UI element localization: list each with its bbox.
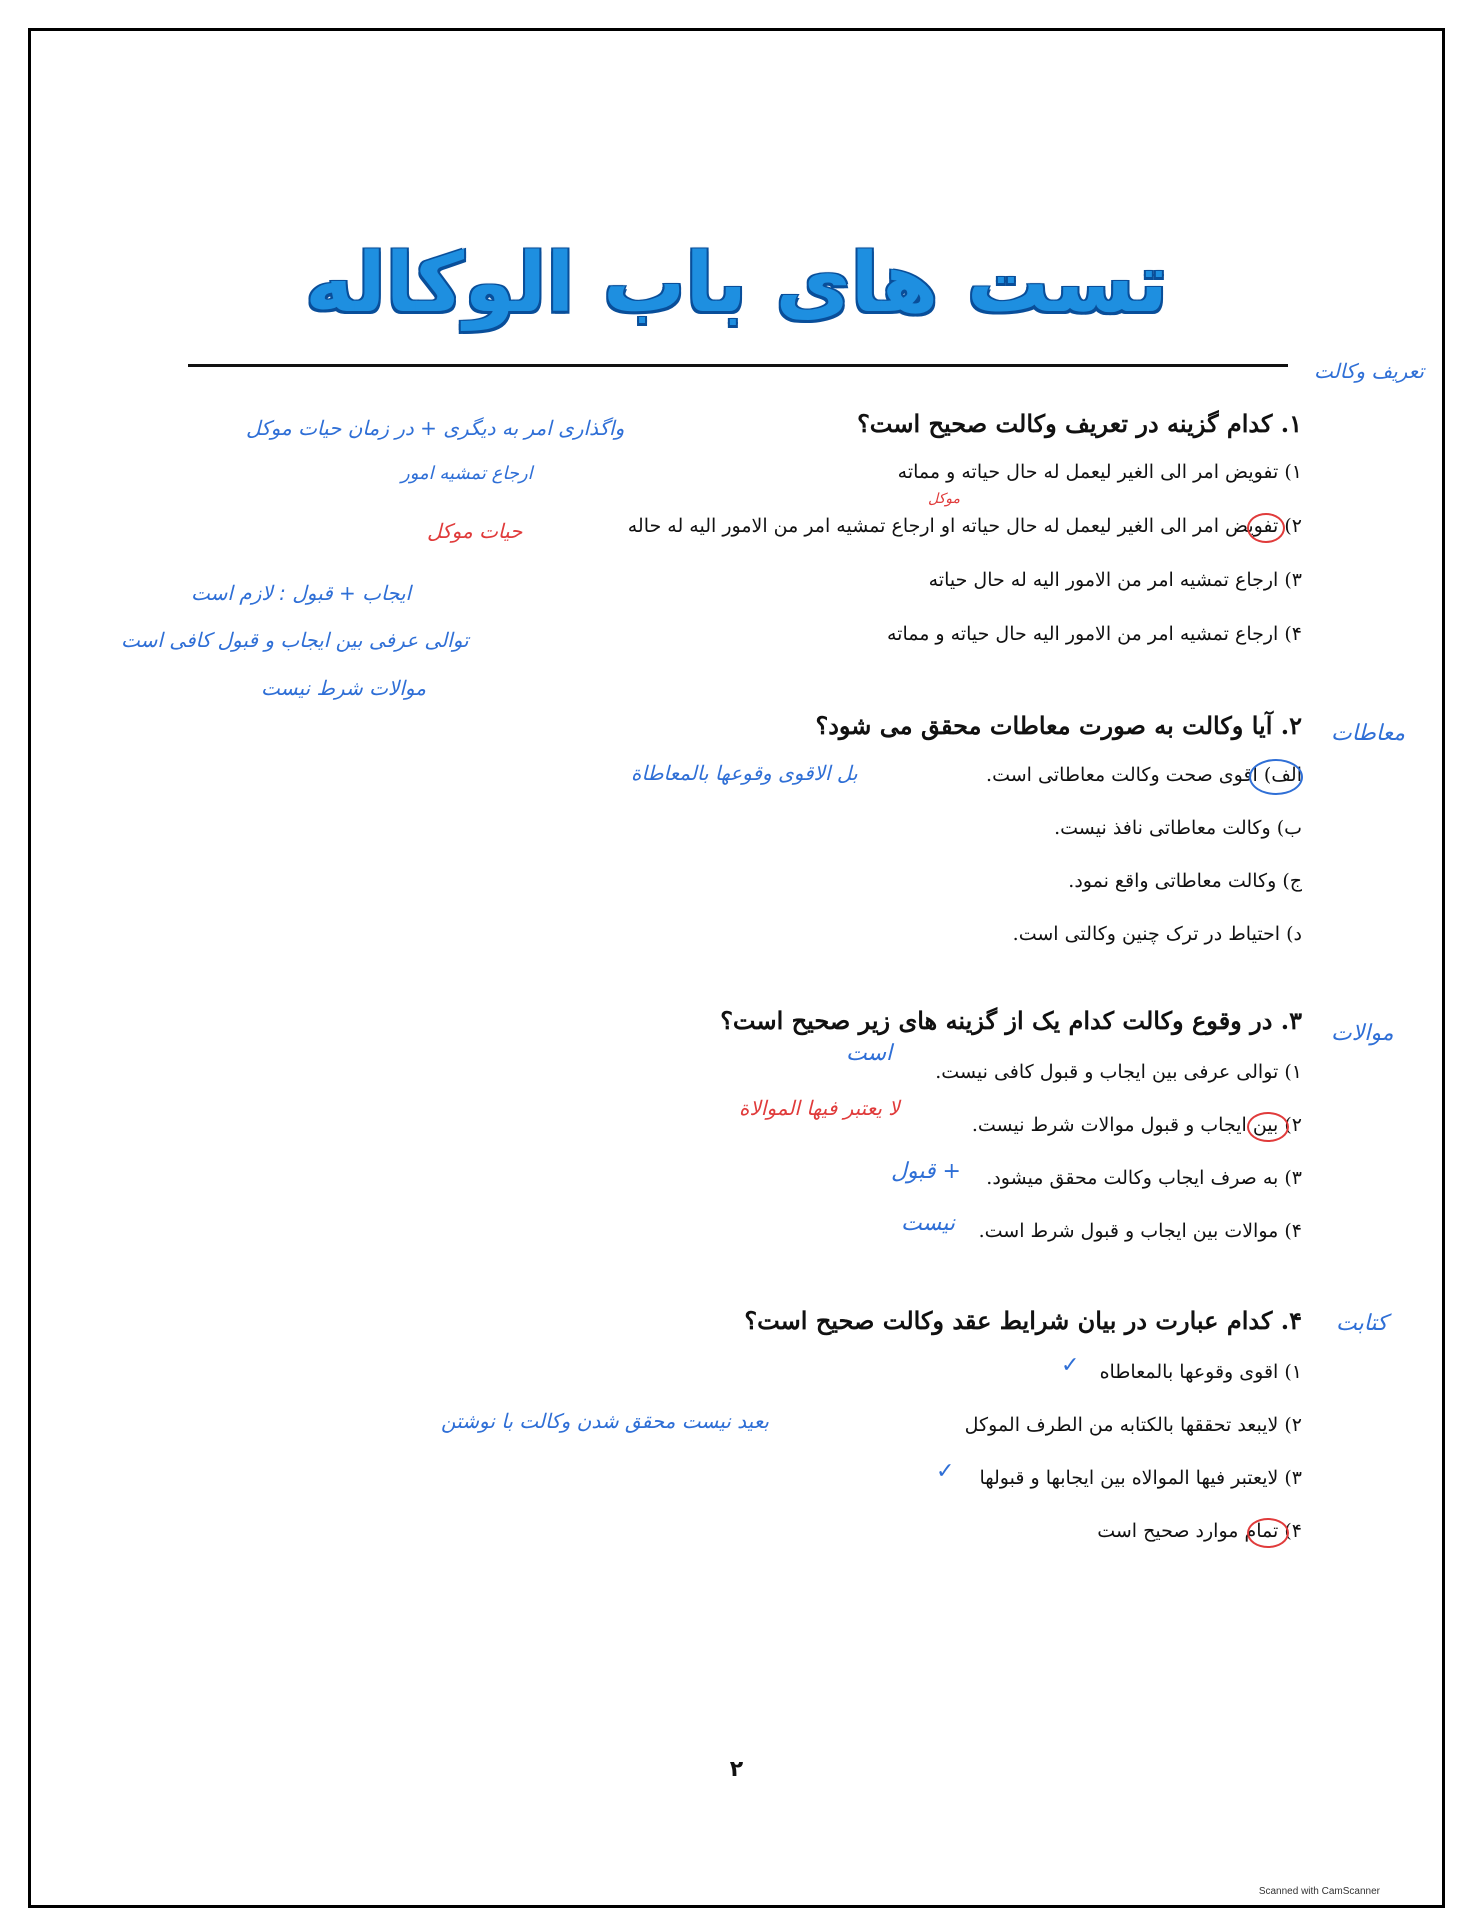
q3-option-3: ۳) به صرف ایجاب وکالت محقق میشود.	[986, 1167, 1302, 1189]
title-divider	[188, 364, 1288, 367]
q4-annotation-2: بعید نیست محقق شدن وکالت با نوشتن	[441, 1409, 769, 1433]
q1-option-4: ۴) ارجاع تمشیه امر من الامور الیه حال حیاته و مماته	[886, 623, 1302, 645]
page-number: ۲	[729, 1757, 744, 1782]
q3-option-1: ۱) توالی عرفی بین ایجاب و قبول کافی نیست.	[935, 1061, 1302, 1083]
q1-side-note-1: ایجاب + قبول : لازم است	[191, 581, 412, 605]
q3-option-4: ۴) موالات بین ایجاب و قبول شرط است.	[978, 1220, 1302, 1242]
question-4: ۴. کدام عبارت در بیان شرایط عقد وکالت صحیح است؟	[744, 1306, 1302, 1335]
q1-annotation-2: ارجاع تمشیه امور	[401, 463, 533, 484]
q1-annotation-1: واگذاری امر به دیگری + در زمان حیات موکل	[246, 416, 625, 440]
margin-note-definition: تعریف وکالت	[1314, 359, 1424, 383]
margin-note-muwalat: موالات	[1331, 1021, 1394, 1046]
q4-option-4: ۴) تمام موارد صحیح است	[1097, 1520, 1302, 1542]
question-1: ۱. کدام گزینه در تعریف وکالت صحیح است؟	[857, 409, 1302, 438]
q3-option-2: ۲) بین ایجاب و قبول موالات شرط نیست.	[971, 1114, 1302, 1136]
page-title: تست های باب الوکاله	[305, 236, 1168, 331]
q3-annotation-3: + قبول	[891, 1159, 961, 1184]
q4-option-2: ۲) لایبعد تحققها بالکتابه من الطرف الموکل	[964, 1414, 1302, 1436]
q2-answer-circle	[1249, 759, 1303, 795]
q3-answer-circle	[1247, 1112, 1289, 1142]
q1-option-1: ۱) تفویض امر الی الغیر لیعمل له حال حیاته و مماته	[897, 461, 1302, 483]
document-page	[28, 28, 1445, 1908]
q3-annotation-1: است	[846, 1041, 893, 1066]
q1-annotation-red: حیات موکل	[427, 519, 523, 543]
q2-option-b: ب) وکالت معاطاتی نافذ نیست.	[1054, 817, 1302, 839]
question-3: ۳. در وقوع وکالت کدام یک از گزینه های زیر صحیح است؟	[720, 1006, 1302, 1035]
q3-annotation-2: لا یعتبر فیها الموالاة	[739, 1096, 900, 1120]
q1-side-note-3: موالات شرط نیست	[261, 676, 426, 700]
q4-option-1: ۱) اقوی وقوعها بالمعاطاه	[1099, 1361, 1302, 1383]
q1-side-note-2: توالی عرفی بین ایجاب و قبول کافی است	[121, 628, 469, 652]
margin-note-muatat: معاطات	[1331, 721, 1406, 746]
q1-option-2: ۲) تفویض امر الی الغیر لیعمل له حال حیاته او ارجاع تمشیه امر من الامور الیه له حاله	[627, 515, 1302, 537]
q2-annotation: بل الاقوی وقوعها بالمعاطاة	[631, 761, 858, 785]
q1-annotation-above: موکل	[928, 491, 960, 507]
margin-note-kitabat: کتابت	[1336, 1311, 1388, 1336]
q1-option-3: ۳) ارجاع تمشیه امر من الامور الیه له حال حیاته	[928, 569, 1302, 591]
question-2: ۲. آیا وکالت به صورت معاطات محقق می شود؟	[815, 711, 1302, 740]
q3-annotation-4: نیست	[901, 1211, 955, 1236]
q4-answer-circle	[1247, 1518, 1289, 1548]
q4-option-3: ۳) لایعتبر فیها الموالاه بین ایجابها و قبولها	[979, 1467, 1302, 1489]
scanner-watermark: Scanned with CamScanner	[1258, 1886, 1380, 1897]
q1-answer-circle	[1247, 513, 1285, 543]
q2-option-c: ج) وکالت معاطاتی واقع نمود.	[1068, 870, 1302, 892]
q2-option-d: د) احتیاط در ترک چنین وکالتی است.	[1012, 923, 1302, 945]
q4-checkmark-1: ✓	[1061, 1353, 1080, 1378]
q2-option-a: الف) اقوی صحت وکالت معاطاتی است.	[986, 764, 1302, 786]
q4-checkmark-3: ✓	[936, 1459, 955, 1484]
